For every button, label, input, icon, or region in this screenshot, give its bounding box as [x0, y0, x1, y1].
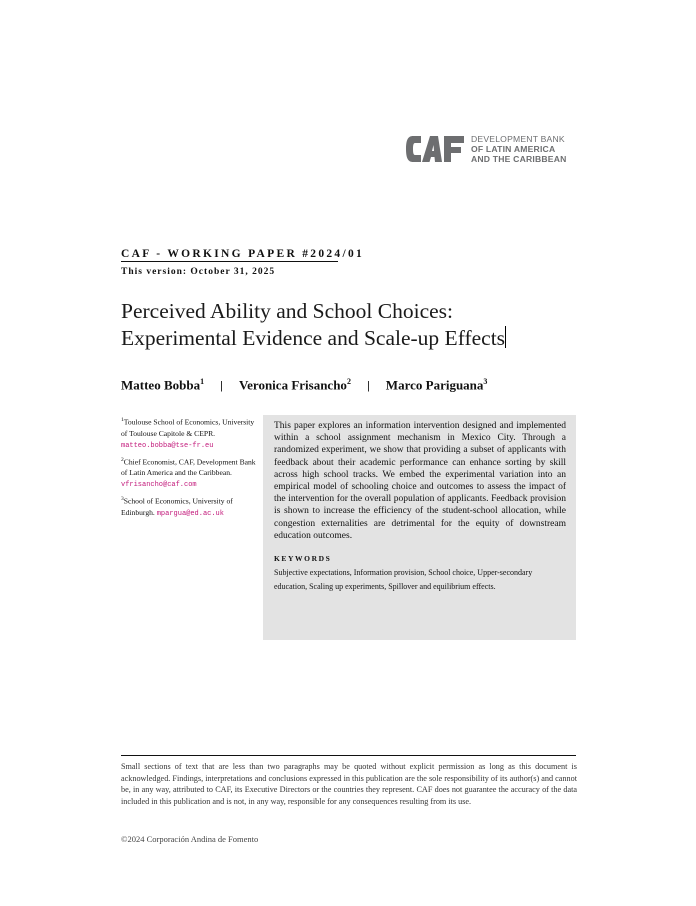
author-name: Matteo Bobba	[121, 377, 201, 393]
affiliations	[121, 415, 256, 523]
email-link[interactable]: mpargua@ed.ac.uk	[156, 509, 224, 518]
series-heading: CAF - WORKING PAPER #2024/01	[121, 248, 365, 260]
abstract-text: This paper explores an information intervention designed and implemented within a school assignment mechanism in Mexico City. Through a randomized experiment, we show that providing a subset of applicants with feedback about their academic performance can enhance sorting by skill across high school tracks. We embed the experimental variation into an empirical model of schooling choice and outcomes to assess the impact of the intervention for the overall population of applicants. Feedback provision is shown to increase the efficiency of the student-school allocation, while congestion externalities are detrimental for the equity of downstream education outcomes.	[274, 421, 566, 541]
logo-line-2: OF LATIN AMERICA	[471, 144, 556, 154]
affiliation-sup: 2	[121, 456, 124, 463]
caf-logo-mark-icon	[405, 134, 465, 164]
title-line-2: Experimental Evidence and Scale-up Effects	[121, 326, 506, 350]
text-cursor	[505, 326, 506, 348]
abstract-box	[263, 415, 576, 640]
author-sup: 3	[483, 377, 488, 386]
footer-divider	[121, 755, 576, 756]
version-date: This version: October 31, 2025	[121, 267, 276, 277]
keywords-list: Subjective expectations, Information provision, School choice, Upper-secondary education, Scaling up experiments, Spillover and equilibrium effects.	[274, 568, 533, 591]
disclaimer: Small sections of text that are less than two paragraphs may be quoted without explicit permission as long as this document is acknowledged. Findings, interpretations and conclusions expressed in this publication are the sole responsibility of its author(s) and cannot be, in any way, attributed to CAF, its Executive Directors or the countries they represent. CAF does not guarantee the accuracy of the data included in this publication and is not, in any way, responsible for any consequences resulting from its use.	[121, 762, 577, 806]
affiliation-sup: 3	[121, 496, 124, 503]
author	[386, 377, 488, 393]
logo-text	[471, 134, 567, 164]
affiliation	[121, 415, 256, 452]
affiliation	[121, 494, 256, 520]
logo-line-1: DEVELOPMENT BANK	[471, 134, 565, 144]
keywords-heading: KEYWORDS	[274, 554, 332, 564]
author-separator: |	[366, 380, 370, 393]
affiliation-text: Toulouse School of Economics, University of Toulouse Capitole & CEPR.	[121, 417, 255, 438]
author-separator: |	[220, 380, 223, 393]
author-sup: 1	[200, 377, 205, 386]
caf-logo	[405, 134, 567, 164]
author	[239, 377, 351, 393]
author-name: Marco Pariguana	[385, 377, 484, 393]
title-line-1: Perceived Ability and School Choices:	[121, 299, 454, 323]
email-link[interactable]: vfrisancho@caf.com	[121, 481, 197, 490]
author-name: Veronica Frisancho	[238, 377, 347, 393]
affiliation-text: Chief Economist, CAF, Development Bank of Latin America and the Caribbean.	[121, 457, 256, 478]
paper-title	[121, 298, 581, 352]
affiliation-sup: 1	[121, 417, 124, 423]
title-line-2-wrap	[121, 325, 581, 352]
author	[121, 377, 204, 393]
author-list	[121, 377, 487, 393]
logo-line-3: AND THE CARIBBEAN	[471, 154, 567, 164]
copyright: ©2024 Corporación Andina de Fomento	[121, 834, 259, 844]
author-sup: 2	[346, 377, 351, 386]
email-link[interactable]: matteo.bobba@tse-fr.eu	[121, 441, 214, 450]
affiliation	[121, 455, 256, 492]
affiliation-text: School of Economics, University of Edinburgh.	[121, 496, 233, 517]
